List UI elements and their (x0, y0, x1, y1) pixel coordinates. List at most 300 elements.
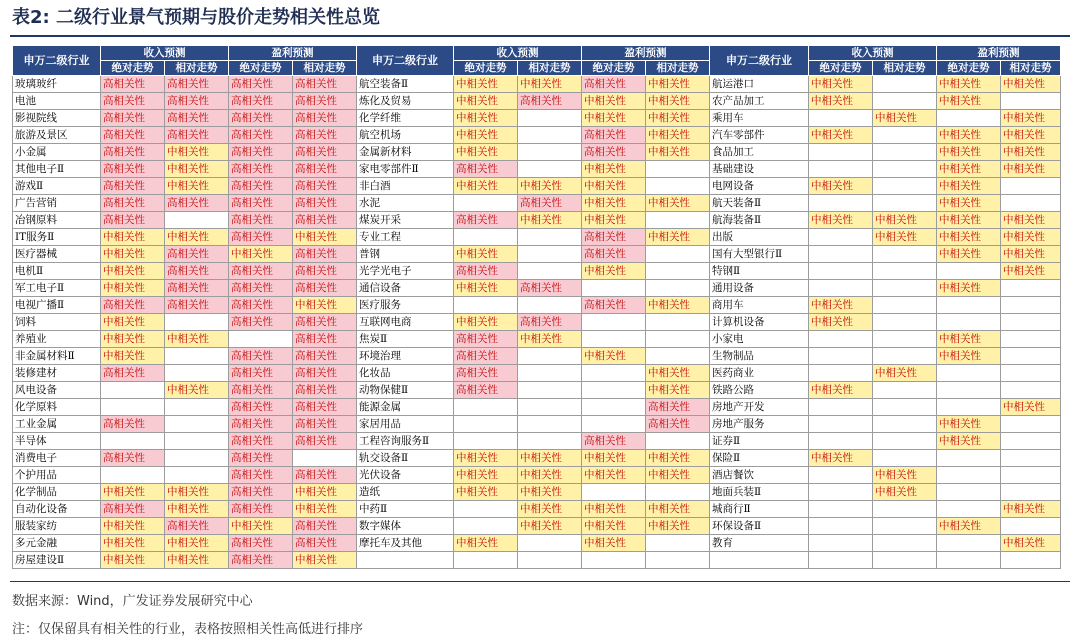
empty-cell (873, 93, 937, 110)
header-profit-abs: 绝对走势 (937, 61, 1001, 76)
high-correlation-cell: 高相关性 (454, 212, 518, 229)
industry-name: 航海装备Ⅱ (710, 212, 809, 229)
empty-cell (873, 314, 937, 331)
high-correlation-cell: 高相关性 (229, 450, 293, 467)
mid-correlation-cell: 中相关性 (518, 467, 582, 484)
empty-cell (165, 450, 229, 467)
empty-cell (1001, 365, 1061, 382)
empty-cell (518, 297, 582, 314)
industry-name: 半导体 (13, 433, 101, 450)
industry-name: 化学制品 (13, 484, 101, 501)
header-revenue-abs: 绝对走势 (809, 61, 873, 76)
industry-name: 冶钢原料 (13, 212, 101, 229)
industry-name: 电网设备 (710, 178, 809, 195)
empty-cell (873, 331, 937, 348)
mid-correlation-cell: 中相关性 (454, 178, 518, 195)
high-correlation-cell: 高相关性 (229, 382, 293, 399)
industry-name: 环境治理 (357, 348, 454, 365)
mid-correlation-cell: 中相关性 (809, 297, 873, 314)
high-correlation-cell: 高相关性 (101, 365, 165, 382)
mid-correlation-cell: 中相关性 (1001, 144, 1061, 161)
mid-correlation-cell: 中相关性 (937, 433, 1001, 450)
industry-name: 养殖业 (13, 331, 101, 348)
empty-cell (809, 161, 873, 178)
empty-cell (1001, 195, 1061, 212)
empty-cell (582, 331, 646, 348)
mid-correlation-cell: 中相关性 (454, 280, 518, 297)
empty-cell (646, 178, 710, 195)
table-row (13, 314, 1061, 331)
industry-name: 玻璃玻纤 (13, 76, 101, 93)
empty-cell (937, 110, 1001, 127)
industry-name: 轨交设备Ⅱ (357, 450, 454, 467)
high-correlation-cell: 高相关性 (229, 144, 293, 161)
high-correlation-cell: 高相关性 (454, 263, 518, 280)
high-correlation-cell: 高相关性 (101, 212, 165, 229)
industry-name: 通信设备 (357, 280, 454, 297)
industry-name: 小金属 (13, 144, 101, 161)
empty-cell (646, 212, 710, 229)
empty-cell (809, 518, 873, 535)
industry-name: 服装家纺 (13, 518, 101, 535)
empty-cell (454, 518, 518, 535)
empty-cell (1001, 433, 1061, 450)
high-correlation-cell: 高相关性 (293, 467, 357, 484)
mid-correlation-cell: 中相关性 (582, 501, 646, 518)
table-row (13, 518, 1061, 535)
high-correlation-cell: 高相关性 (293, 93, 357, 110)
high-correlation-cell: 高相关性 (165, 297, 229, 314)
header-revenue-rel: 相对走势 (518, 61, 582, 76)
industry-name: 房地产服务 (710, 416, 809, 433)
mid-correlation-cell: 中相关性 (646, 365, 710, 382)
empty-cell (809, 467, 873, 484)
mid-correlation-cell: 中相关性 (873, 467, 937, 484)
mid-correlation-cell: 中相关性 (646, 195, 710, 212)
industry-name: 保险Ⅱ (710, 450, 809, 467)
industry-name: 军工电子Ⅱ (13, 280, 101, 297)
industry-name: 光学光电子 (357, 263, 454, 280)
table-row (13, 416, 1061, 433)
source-note: 数据来源：Wind，广发证券发展研究中心 (12, 594, 253, 609)
mid-correlation-cell: 中相关性 (518, 518, 582, 535)
mid-correlation-cell: 中相关性 (937, 127, 1001, 144)
industry-name: 证券Ⅱ (710, 433, 809, 450)
empty-cell (937, 450, 1001, 467)
industry-name: 游戏Ⅱ (13, 178, 101, 195)
industry-name: 消费电子 (13, 450, 101, 467)
high-correlation-cell: 高相关性 (582, 127, 646, 144)
empty-cell (165, 212, 229, 229)
table-row (13, 535, 1061, 552)
mid-correlation-cell: 中相关性 (646, 110, 710, 127)
header-revenue: 收入预测 (809, 46, 937, 61)
high-correlation-cell: 高相关性 (101, 195, 165, 212)
high-correlation-cell: 高相关性 (165, 518, 229, 535)
high-correlation-cell: 高相关性 (293, 348, 357, 365)
empty-cell (518, 110, 582, 127)
high-correlation-cell: 高相关性 (165, 76, 229, 93)
mid-correlation-cell: 中相关性 (646, 144, 710, 161)
empty-cell (1001, 484, 1061, 501)
empty-cell (937, 382, 1001, 399)
mid-correlation-cell: 中相关性 (873, 229, 937, 246)
header-profit-rel: 相对走势 (293, 61, 357, 76)
empty-cell (165, 314, 229, 331)
empty-cell (873, 263, 937, 280)
mid-correlation-cell: 中相关性 (646, 518, 710, 535)
empty-cell (873, 144, 937, 161)
high-correlation-cell: 高相关性 (101, 110, 165, 127)
high-correlation-cell: 高相关性 (165, 127, 229, 144)
mid-correlation-cell: 中相关性 (454, 246, 518, 263)
empty-cell (454, 433, 518, 450)
empty-cell (518, 365, 582, 382)
empty-cell (582, 280, 646, 297)
industry-name: 数字媒体 (357, 518, 454, 535)
empty-cell (937, 535, 1001, 552)
mid-correlation-cell: 中相关性 (165, 382, 229, 399)
mid-correlation-cell: 中相关性 (873, 212, 937, 229)
high-correlation-cell: 高相关性 (229, 314, 293, 331)
mid-correlation-cell: 中相关性 (646, 127, 710, 144)
header-profit-abs: 绝对走势 (229, 61, 293, 76)
high-correlation-cell: 高相关性 (101, 178, 165, 195)
mid-correlation-cell: 中相关性 (582, 178, 646, 195)
empty-cell (937, 399, 1001, 416)
empty-cell (1001, 518, 1061, 535)
mid-correlation-cell: 中相关性 (518, 76, 582, 93)
mid-correlation-cell: 中相关性 (646, 229, 710, 246)
high-correlation-cell: 高相关性 (101, 144, 165, 161)
high-correlation-cell: 高相关性 (293, 195, 357, 212)
mid-correlation-cell: 中相关性 (101, 263, 165, 280)
table-row (13, 348, 1061, 365)
industry-name: 特钢Ⅱ (710, 263, 809, 280)
empty-cell (518, 382, 582, 399)
mid-correlation-cell: 中相关性 (937, 195, 1001, 212)
empty-cell (101, 399, 165, 416)
empty-cell (873, 535, 937, 552)
industry-name: 家电零部件Ⅱ (357, 161, 454, 178)
empty-cell (937, 263, 1001, 280)
empty-cell (101, 467, 165, 484)
industry-name: 农产品加工 (710, 93, 809, 110)
industry-name: 电机Ⅱ (13, 263, 101, 280)
mid-correlation-cell: 中相关性 (293, 501, 357, 518)
industry-name (357, 552, 454, 569)
high-correlation-cell: 高相关性 (293, 365, 357, 382)
mid-correlation-cell: 中相关性 (165, 552, 229, 569)
mid-correlation-cell: 中相关性 (229, 518, 293, 535)
empty-cell (646, 348, 710, 365)
industry-name: 地面兵装Ⅱ (710, 484, 809, 501)
industry-name (710, 552, 809, 569)
empty-cell (454, 552, 518, 569)
high-correlation-cell: 高相关性 (229, 195, 293, 212)
header-profit: 盈利预测 (229, 46, 357, 61)
empty-cell (937, 501, 1001, 518)
empty-cell (937, 297, 1001, 314)
high-correlation-cell: 高相关性 (229, 110, 293, 127)
high-correlation-cell: 高相关性 (229, 467, 293, 484)
industry-name: 航天装备Ⅱ (710, 195, 809, 212)
mid-correlation-cell: 中相关性 (1001, 127, 1061, 144)
table-row (13, 467, 1061, 484)
high-correlation-cell: 高相关性 (454, 348, 518, 365)
table-row (13, 195, 1061, 212)
table-row (13, 552, 1061, 569)
high-correlation-cell: 高相关性 (229, 280, 293, 297)
empty-cell (518, 416, 582, 433)
mid-correlation-cell: 中相关性 (582, 110, 646, 127)
high-correlation-cell: 高相关性 (646, 399, 710, 416)
mid-correlation-cell: 中相关性 (646, 467, 710, 484)
industry-name: 出版 (710, 229, 809, 246)
industry-name: 航运港口 (710, 76, 809, 93)
mid-correlation-cell: 中相关性 (101, 314, 165, 331)
empty-cell (937, 365, 1001, 382)
high-correlation-cell: 高相关性 (229, 348, 293, 365)
high-correlation-cell: 高相关性 (229, 399, 293, 416)
mid-correlation-cell: 中相关性 (454, 314, 518, 331)
mid-correlation-cell: 中相关性 (454, 93, 518, 110)
high-correlation-cell: 高相关性 (582, 297, 646, 314)
high-correlation-cell: 高相关性 (293, 535, 357, 552)
mid-correlation-cell: 中相关性 (1001, 212, 1061, 229)
high-correlation-cell: 高相关性 (165, 195, 229, 212)
high-correlation-cell: 高相关性 (293, 110, 357, 127)
high-correlation-cell: 高相关性 (454, 365, 518, 382)
mid-correlation-cell: 中相关性 (1001, 229, 1061, 246)
high-correlation-cell: 高相关性 (165, 93, 229, 110)
empty-cell (518, 433, 582, 450)
industry-name: 化学纤维 (357, 110, 454, 127)
header-profit: 盈利预测 (937, 46, 1061, 61)
empty-cell (101, 433, 165, 450)
industry-name: 汽车零部件 (710, 127, 809, 144)
empty-cell (1001, 382, 1061, 399)
mid-correlation-cell: 中相关性 (937, 246, 1001, 263)
high-correlation-cell: 高相关性 (229, 484, 293, 501)
mid-correlation-cell: 中相关性 (582, 263, 646, 280)
empty-cell (518, 535, 582, 552)
mid-correlation-cell: 中相关性 (1001, 501, 1061, 518)
empty-cell (809, 399, 873, 416)
mid-correlation-cell: 中相关性 (1001, 263, 1061, 280)
table-row (13, 144, 1061, 161)
mid-correlation-cell: 中相关性 (873, 110, 937, 127)
empty-cell (646, 280, 710, 297)
empty-cell (873, 552, 937, 569)
mid-correlation-cell: 中相关性 (937, 331, 1001, 348)
high-correlation-cell: 高相关性 (229, 229, 293, 246)
table-row (13, 76, 1061, 93)
industry-name: 电视广播Ⅱ (13, 297, 101, 314)
empty-cell (1001, 314, 1061, 331)
mid-correlation-cell: 中相关性 (646, 382, 710, 399)
empty-cell (454, 399, 518, 416)
empty-cell (873, 297, 937, 314)
empty-cell (873, 518, 937, 535)
high-correlation-cell: 高相关性 (229, 433, 293, 450)
industry-name: 医疗器械 (13, 246, 101, 263)
high-correlation-cell: 高相关性 (229, 416, 293, 433)
empty-cell (646, 161, 710, 178)
mid-correlation-cell: 中相关性 (454, 450, 518, 467)
high-correlation-cell: 高相关性 (229, 263, 293, 280)
high-correlation-cell: 高相关性 (229, 212, 293, 229)
high-correlation-cell: 高相关性 (229, 161, 293, 178)
mid-correlation-cell: 中相关性 (454, 144, 518, 161)
high-correlation-cell: 高相关性 (229, 178, 293, 195)
mid-correlation-cell: 中相关性 (809, 314, 873, 331)
mid-correlation-cell: 中相关性 (165, 484, 229, 501)
industry-name: 多元金融 (13, 535, 101, 552)
mid-correlation-cell: 中相关性 (937, 212, 1001, 229)
industry-name: 装修建材 (13, 365, 101, 382)
industry-name: 水泥 (357, 195, 454, 212)
high-correlation-cell: 高相关性 (518, 93, 582, 110)
industry-name: 教育 (710, 535, 809, 552)
industry-name: 化学原料 (13, 399, 101, 416)
empty-cell (809, 331, 873, 348)
mid-correlation-cell: 中相关性 (937, 229, 1001, 246)
mid-correlation-cell: 中相关性 (454, 110, 518, 127)
empty-cell (1001, 331, 1061, 348)
empty-cell (809, 484, 873, 501)
table-row (13, 229, 1061, 246)
mid-correlation-cell: 中相关性 (229, 246, 293, 263)
high-correlation-cell: 高相关性 (293, 127, 357, 144)
mid-correlation-cell: 中相关性 (165, 535, 229, 552)
mid-correlation-cell: 中相关性 (293, 484, 357, 501)
high-correlation-cell: 高相关性 (229, 76, 293, 93)
high-correlation-cell: 高相关性 (293, 246, 357, 263)
industry-name: 个护用品 (13, 467, 101, 484)
empty-cell (646, 246, 710, 263)
high-correlation-cell: 高相关性 (229, 552, 293, 569)
mid-correlation-cell: 中相关性 (454, 76, 518, 93)
mid-correlation-cell: 中相关性 (1001, 76, 1061, 93)
mid-correlation-cell: 中相关性 (937, 518, 1001, 535)
industry-name: 互联网电商 (357, 314, 454, 331)
empty-cell (454, 195, 518, 212)
mid-correlation-cell: 中相关性 (937, 280, 1001, 297)
empty-cell (873, 280, 937, 297)
empty-cell (165, 433, 229, 450)
high-correlation-cell: 高相关性 (582, 433, 646, 450)
industry-name: 动物保健Ⅱ (357, 382, 454, 399)
industry-name: 医药商业 (710, 365, 809, 382)
empty-cell (101, 382, 165, 399)
table-row (13, 246, 1061, 263)
empty-cell (165, 467, 229, 484)
table-row (13, 263, 1061, 280)
table-row (13, 331, 1061, 348)
header-profit-rel: 相对走势 (1001, 61, 1061, 76)
high-correlation-cell: 高相关性 (165, 263, 229, 280)
header-revenue-abs: 绝对走势 (101, 61, 165, 76)
empty-cell (518, 246, 582, 263)
industry-name: 医疗服务 (357, 297, 454, 314)
mid-correlation-cell: 中相关性 (101, 229, 165, 246)
empty-cell (1001, 178, 1061, 195)
empty-cell (518, 552, 582, 569)
mid-correlation-cell: 中相关性 (1001, 246, 1061, 263)
industry-name: 工程咨询服务Ⅱ (357, 433, 454, 450)
industry-name: 小家电 (710, 331, 809, 348)
empty-cell (454, 229, 518, 246)
empty-cell (165, 399, 229, 416)
mid-correlation-cell: 中相关性 (165, 144, 229, 161)
high-correlation-cell: 高相关性 (454, 382, 518, 399)
empty-cell (809, 246, 873, 263)
high-correlation-cell: 高相关性 (293, 280, 357, 297)
table-row (13, 161, 1061, 178)
industry-name: 国有大型银行Ⅱ (710, 246, 809, 263)
mid-correlation-cell: 中相关性 (101, 331, 165, 348)
industry-name: 基础建设 (710, 161, 809, 178)
empty-cell (809, 110, 873, 127)
table-row (13, 501, 1061, 518)
mid-correlation-cell: 中相关性 (454, 484, 518, 501)
mid-correlation-cell: 中相关性 (101, 484, 165, 501)
high-correlation-cell: 高相关性 (582, 246, 646, 263)
header-revenue-rel: 相对走势 (873, 61, 937, 76)
high-correlation-cell: 高相关性 (293, 399, 357, 416)
table-row (13, 382, 1061, 399)
empty-cell (873, 501, 937, 518)
high-correlation-cell: 高相关性 (582, 76, 646, 93)
empty-cell (809, 280, 873, 297)
mid-correlation-cell: 中相关性 (1001, 110, 1061, 127)
high-correlation-cell: 高相关性 (293, 161, 357, 178)
mid-correlation-cell: 中相关性 (937, 348, 1001, 365)
empty-cell (229, 331, 293, 348)
high-correlation-cell: 高相关性 (518, 280, 582, 297)
mid-correlation-cell: 中相关性 (101, 535, 165, 552)
industry-name: 航空机场 (357, 127, 454, 144)
empty-cell (1001, 467, 1061, 484)
empty-cell (873, 76, 937, 93)
high-correlation-cell: 高相关性 (229, 93, 293, 110)
high-correlation-cell: 高相关性 (101, 93, 165, 110)
mid-correlation-cell: 中相关性 (582, 348, 646, 365)
high-correlation-cell: 高相关性 (165, 280, 229, 297)
header-industry: 申万二级行业 (357, 46, 454, 76)
mid-correlation-cell: 中相关性 (582, 518, 646, 535)
empty-cell (518, 399, 582, 416)
industry-name: 能源金属 (357, 399, 454, 416)
high-correlation-cell: 高相关性 (293, 382, 357, 399)
table-row (13, 450, 1061, 467)
industry-name: 房屋建设Ⅱ (13, 552, 101, 569)
industry-name: 城商行Ⅱ (710, 501, 809, 518)
high-correlation-cell: 高相关性 (101, 450, 165, 467)
industry-name: 非金属材料Ⅱ (13, 348, 101, 365)
high-correlation-cell: 高相关性 (229, 501, 293, 518)
header-revenue: 收入预测 (101, 46, 229, 61)
empty-cell (937, 552, 1001, 569)
industry-name: 自动化设备 (13, 501, 101, 518)
high-correlation-cell: 高相关性 (454, 161, 518, 178)
industry-name: 饲料 (13, 314, 101, 331)
table-row (13, 110, 1061, 127)
industry-name: 计算机设备 (710, 314, 809, 331)
mid-correlation-cell: 中相关性 (293, 297, 357, 314)
mid-correlation-cell: 中相关性 (165, 178, 229, 195)
